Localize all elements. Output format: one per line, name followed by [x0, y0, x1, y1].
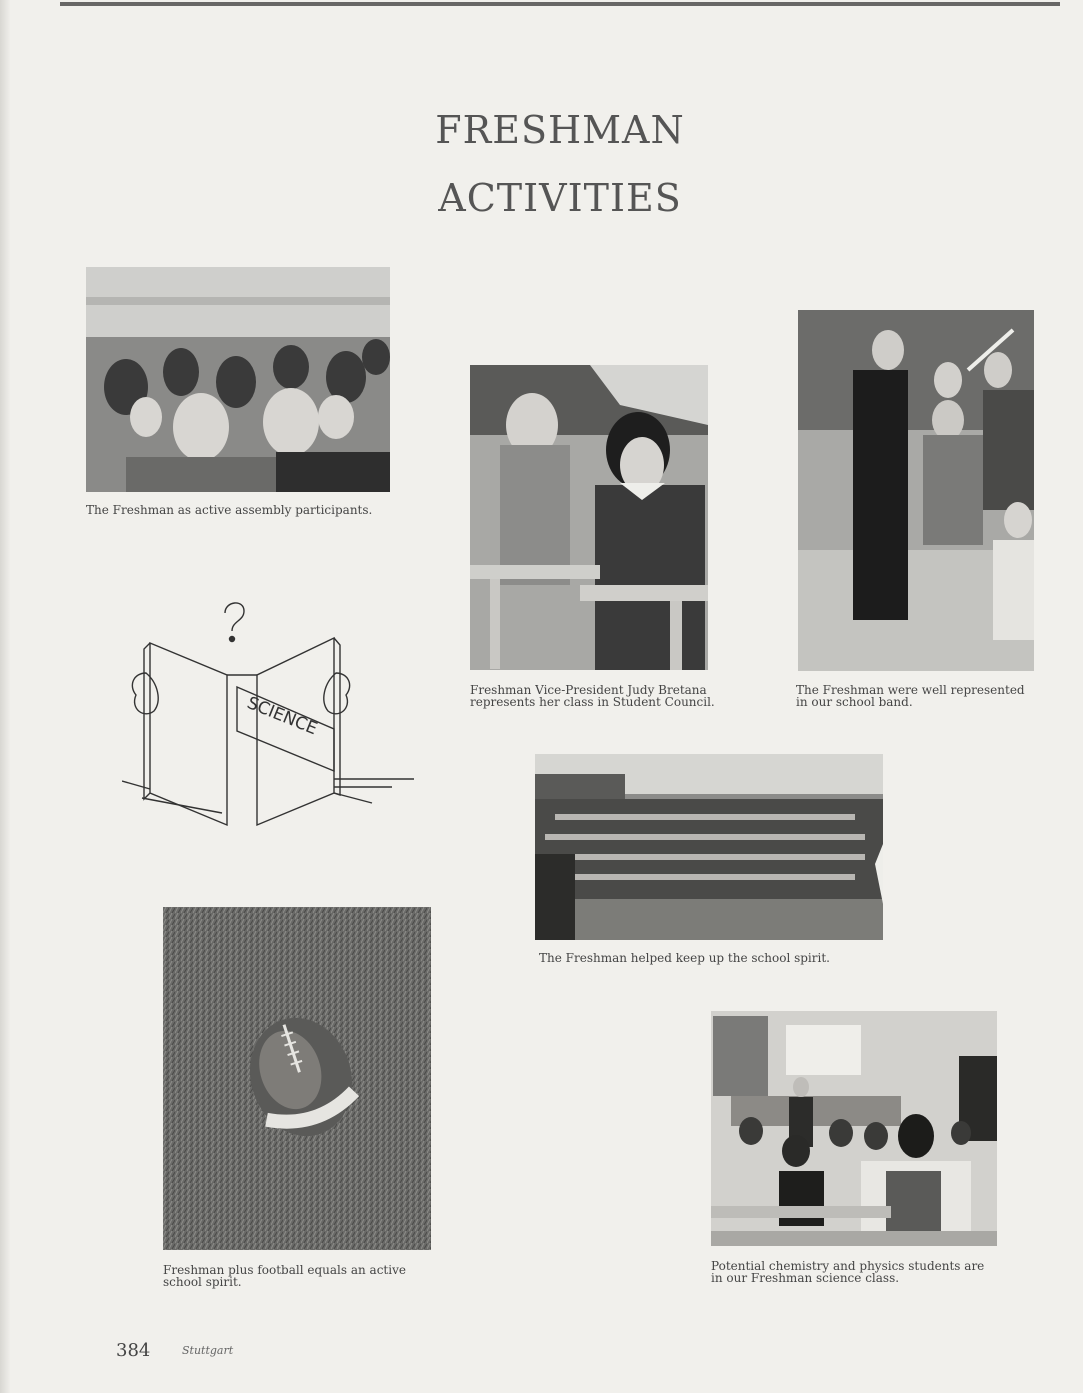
science-book-label: SCIENCE	[244, 693, 320, 740]
page-number: 384	[116, 1340, 151, 1361]
page-edge-shadow	[0, 0, 10, 1393]
school-band-caption: The Freshman were well represented in our school band.	[796, 683, 1025, 709]
school-spirit-crowd-photo	[535, 754, 883, 940]
page-title-line-2: ACTIVITIES	[438, 176, 682, 220]
page-title-line-1: FRESHMAN	[435, 108, 685, 152]
science-book-drawing	[122, 593, 418, 833]
top-rule	[60, 2, 1060, 6]
student-council-caption: Freshman Vice-President Judy Bretana represents her class in Student Council.	[470, 683, 715, 709]
science-class-caption: Potential chemistry and physics students are in our Freshman science class.	[711, 1259, 985, 1285]
assembly-caption: The Freshman as active assembly participants.	[86, 503, 373, 517]
publication-name: Stuttgart	[182, 1344, 234, 1357]
assembly-photo	[86, 267, 390, 492]
school-spirit-caption: The Freshman helped keep up the school spirit.	[539, 951, 830, 965]
student-council-photo	[470, 365, 708, 670]
science-class-photo	[711, 1011, 997, 1246]
school-band-photo	[798, 310, 1034, 671]
football-photo	[163, 907, 431, 1250]
football-caption: Freshman plus football equals an active school spirit.	[163, 1263, 406, 1289]
